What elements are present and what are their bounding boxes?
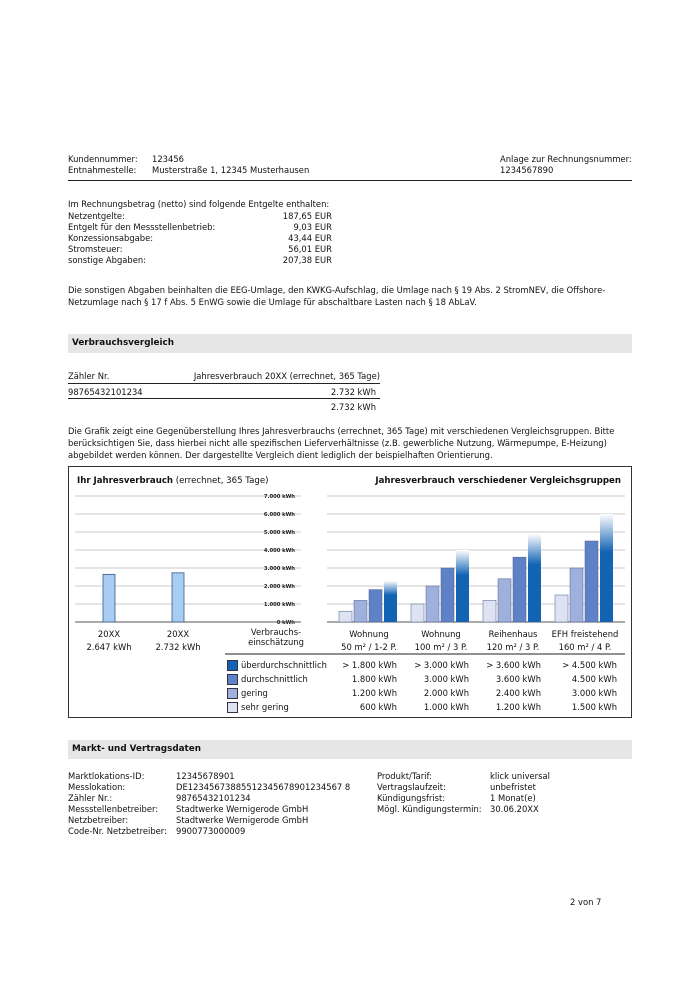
y-tick-label: 5.000 kWh [263, 530, 295, 536]
own-consumption-bar [172, 573, 184, 622]
group-bar-sehr-gering [339, 611, 352, 622]
markt-label: Mögl. Kündigungstermin: [377, 804, 482, 814]
group-bar-überdurchschnittlich [528, 534, 541, 622]
einschaetzung-line2: einschätzung [248, 637, 304, 647]
entgelte-row-value: 43,44 EUR [288, 233, 332, 243]
group-bar-überdurchschnittlich [384, 581, 397, 622]
col-zaehler-header: Zähler Nr. [68, 371, 110, 381]
legend-label: überdurchschnittlich [241, 660, 327, 670]
group-bar-überdurchschnittlich [456, 550, 469, 622]
y-tick-label: 1.000 kWh [263, 602, 295, 608]
section-title: Verbrauchsvergleich [72, 338, 174, 348]
y-tick-label: 3.000 kWh [263, 566, 295, 572]
group-name-label: Wohnung [421, 629, 461, 639]
rechnungsnummer: 1234567890 [500, 165, 554, 175]
markt-label: Produkt/Tarif: [377, 771, 432, 781]
kundennummer-value: 123456 [152, 154, 184, 164]
entnahmestelle-value: Musterstraße 1, 12345 Musterhausen [152, 165, 310, 175]
markt-value: 9900773000009 [176, 826, 246, 836]
own-consumption-bar [103, 574, 115, 622]
entgelte-row [68, 211, 332, 222]
table-value: 1.000 kWh [423, 702, 469, 712]
entgelte-row-label: Netzentgelte: [68, 211, 125, 221]
group-bar-durchschnittlich [513, 557, 526, 622]
group-name-label: EFH freistehend [551, 629, 619, 639]
group-bar-sehr-gering [483, 600, 496, 622]
grafik-text-line3: abgebildet werden können. Der dargestellte Vergleich dient lediglich der beispielhaften Orientierung. [68, 450, 493, 460]
group-bar-gering [354, 600, 367, 622]
own-year-label: 20XX [166, 629, 190, 639]
abgaben-note-line2: Netzumlage nach § 17 f Abs. 5 EnWG sowie die Umlage für abschaltbare Lasten nach § 18 AbLaV. [68, 297, 477, 307]
verbrauch-summe: 2.732 kWh [330, 402, 376, 412]
page-number: 2 von 7 [570, 897, 602, 907]
entgelte-row-label: Stromsteuer: [68, 244, 123, 254]
entgelte-row [68, 244, 332, 255]
group-bar-überdurchschnittlich [600, 514, 613, 622]
group-sub-label: 120 m² / 3 P. [486, 642, 540, 652]
table-value: 1.800 kWh [351, 674, 397, 684]
group-bar-durchschnittlich [585, 541, 598, 622]
section-verbrauchsvergleich [68, 334, 632, 353]
grafik-text-line2: berücksichtigen Sie, dass hierbei nicht alle spezifischen Lieferverhältnisse (z.B. gewerbliche Nutzung, Wärmepumpe, E-Heizung) [68, 438, 607, 448]
table-value: 2.000 kWh [423, 688, 469, 698]
grafik-text-line1: Die Grafik zeigt eine Gegenüberstellung Ihres Jahresverbrauchs (errechnet, 365 Tage) mit verschiedenen Vergleichsgruppen. Bitte [68, 426, 615, 436]
markt-label: Zähler Nr.: [68, 793, 113, 803]
einschaetzung-line1: Verbrauchs- [250, 627, 302, 637]
markt-right-values [490, 771, 550, 815]
entgelte-row-label: sonstige Abgaben: [68, 255, 146, 265]
table-value: 1.200 kWh [495, 702, 541, 712]
group-bar-durchschnittlich [441, 568, 454, 622]
markt-value: 12345678901 [176, 771, 235, 781]
group-sub-label: 50 m² / 1-2 P. [341, 642, 397, 652]
chart-right-title: Jahresverbrauch verschiedener Vergleichsgruppen [375, 476, 621, 486]
table-value: 3.600 kWh [495, 674, 541, 684]
legend-swatch-gering [227, 688, 238, 699]
legend-swatch-durchschnittlich [227, 674, 238, 685]
anlage-label: Anlage zur Rechnungsnummer: [500, 154, 632, 164]
table-divider [68, 398, 380, 399]
table-value: > 3.600 kWh [486, 660, 541, 670]
table-divider [68, 383, 380, 384]
verbrauch-chart [68, 466, 632, 718]
legend-swatch-sehr-gering [227, 702, 238, 713]
col-jahresverbrauch-header: Jahresverbrauch 20XX (errechnet, 365 Tage) [193, 371, 380, 381]
table-value: 4.500 kWh [571, 674, 617, 684]
y-tick-label: 4.000 kWh [263, 548, 295, 554]
group-bar-sehr-gering [555, 595, 568, 622]
y-tick-label: 2.000 kWh [263, 584, 295, 590]
group-bar-gering [570, 568, 583, 622]
table-value: 1.200 kWh [351, 688, 397, 698]
markt-right-labels [377, 771, 482, 815]
markt-value: 98765432101234 [176, 793, 251, 803]
markt-left-values [176, 771, 350, 837]
markt-value: 30.06.20XX [490, 804, 539, 814]
einschaetzung-label [241, 627, 311, 647]
entgelte-row-value: 207,38 EUR [282, 255, 332, 265]
legend-swatch-ueberdurchschnittlich [227, 660, 238, 671]
table-value: 2.400 kWh [495, 688, 541, 698]
own-value-label: 2.647 kWh [86, 642, 132, 652]
chart-left-title-rest: (errechnet, 365 Tage) [175, 476, 269, 486]
table-value: > 4.500 kWh [562, 660, 617, 670]
header-divider [68, 180, 632, 181]
markt-value: unbefristet [490, 782, 536, 792]
markt-label: Marktlokations-ID: [68, 771, 145, 781]
y-tick-label: 7.000 kWh [263, 494, 295, 500]
table-value: 3.000 kWh [423, 674, 469, 684]
entgelte-row [68, 222, 332, 233]
y-tick-label: 6.000 kWh [263, 512, 295, 518]
entgelte-row-value: 187,65 EUR [282, 211, 332, 221]
section-title: Markt- und Vertragsdaten [72, 744, 201, 754]
kundennummer-label: Kundennummer: [68, 154, 138, 164]
entgelte-intro: Im Rechnungsbetrag (netto) sind folgende Entgelte enthalten: [68, 199, 330, 209]
legend-label: sehr gering [241, 702, 289, 712]
entgelte-row-value: 56,01 EUR [288, 244, 332, 254]
markt-value: Stadtwerke Wernigerode GmbH [176, 804, 309, 814]
group-bar-durchschnittlich [369, 590, 382, 622]
abgaben-note-line1: Die sonstigen Abgaben beinhalten die EEG-Umlage, den KWKG-Aufschlag, die Umlage nach § 19 Abs. 2 StromNEV, die Offshore- [68, 285, 606, 295]
markt-label: Messlokation: [68, 782, 126, 792]
entgelte-table [68, 211, 332, 266]
verbrauch-wert: 2.732 kWh [330, 387, 376, 397]
section-marktdaten [68, 740, 632, 759]
markt-label: Netzbetreiber: [68, 815, 129, 825]
entgelte-row-label: Entgelt für den Messstellenbetrieb: [68, 222, 216, 232]
zaehler-nummer: 98765432101234 [68, 387, 143, 397]
y-tick-label: 0 kWh [276, 620, 295, 626]
legend-label: gering [241, 688, 268, 698]
own-value-label: 2.732 kWh [155, 642, 201, 652]
markt-label: Code-Nr. Netzbetreiber: [68, 826, 167, 836]
own-year-label: 20XX [97, 629, 121, 639]
table-value: > 3.000 kWh [414, 660, 469, 670]
group-name-label: Reihenhaus [488, 629, 538, 639]
chart-left-title-bold: Ihr Jahresverbrauch [77, 476, 174, 486]
table-value: 600 kWh [359, 702, 397, 712]
entnahmestelle-label: Entnahmestelle: [68, 165, 137, 175]
markt-label: Messstellenbetreiber: [68, 804, 159, 814]
group-sub-label: 100 m² / 3 P. [414, 642, 468, 652]
table-value: 3.000 kWh [571, 688, 617, 698]
markt-label: Kündigungsfrist: [377, 793, 446, 803]
markt-left-labels [68, 771, 167, 837]
group-bar-gering [498, 579, 511, 622]
entgelte-row-label: Konzessionsabgabe: [68, 233, 154, 243]
entgelte-row-value: 9,03 EUR [293, 222, 332, 232]
markt-value: DE12345673885512345678901234567 8 [176, 782, 351, 792]
entgelte-row [68, 233, 332, 244]
table-value: > 1.800 kWh [342, 660, 397, 670]
legend-label: durchschnittlich [241, 674, 308, 684]
group-sub-label: 160 m² / 4 P. [558, 642, 612, 652]
group-bar-sehr-gering [411, 604, 424, 622]
markt-value: klick universal [490, 771, 550, 781]
group-bar-gering [426, 586, 439, 622]
markt-value: Stadtwerke Wernigerode GmbH [176, 815, 309, 825]
table-value: 1.500 kWh [571, 702, 617, 712]
entgelte-row [68, 255, 332, 266]
markt-label: Vertragslaufzeit: [377, 782, 446, 792]
group-name-label: Wohnung [349, 629, 389, 639]
markt-value: 1 Monat(e) [490, 793, 536, 803]
